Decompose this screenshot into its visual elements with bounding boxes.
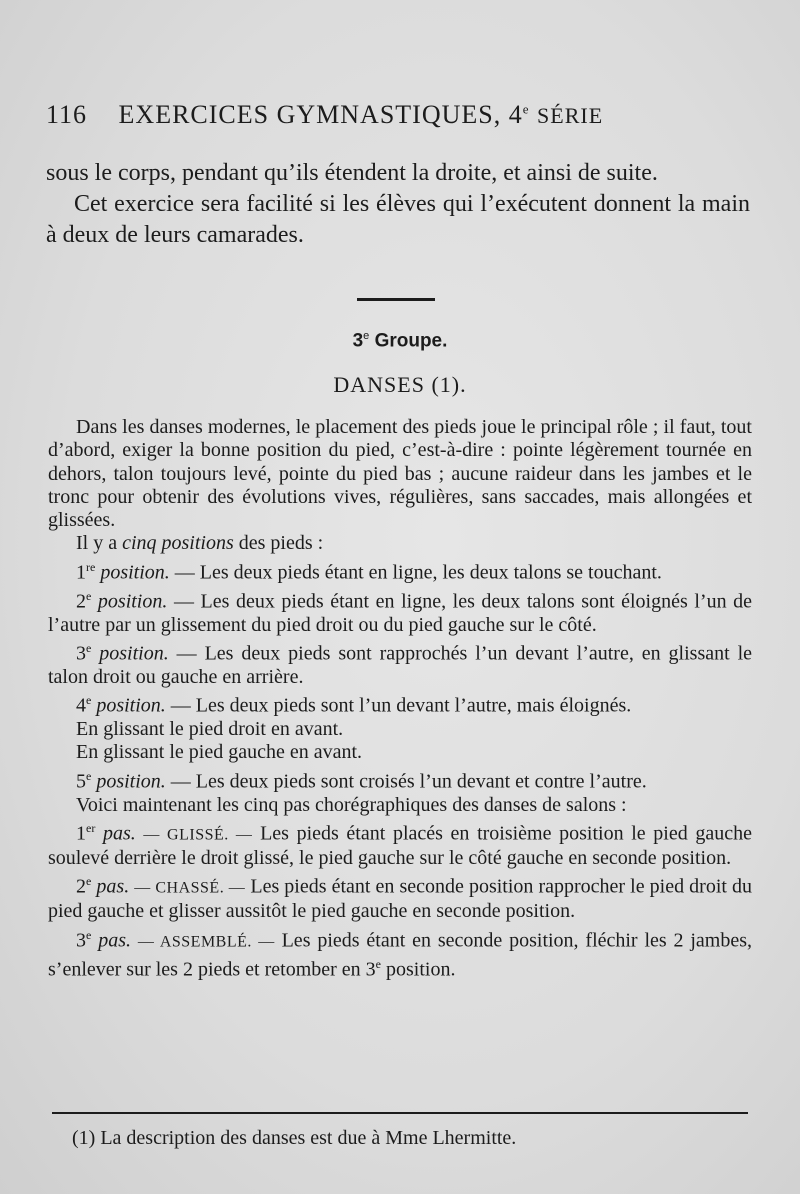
footnote-reference: (1). — [431, 372, 467, 397]
group-number: 3 — [352, 330, 364, 352]
step-2 — [48, 870, 752, 923]
item-number: 2 — [76, 875, 86, 898]
item-label: position. — [99, 642, 169, 665]
item-sup: e — [86, 693, 92, 708]
item-label: pas. — [102, 822, 136, 845]
section-title-text: DANSES — [333, 372, 425, 397]
item-text: — Les deux pieds étant en ligne, les deux talons sont éloignés l’un de l’autre par un glissement du pied droit ou du pied gauche sur le côté. — [48, 590, 753, 636]
item-label: pas. — [96, 875, 130, 898]
text-span: Il y a — [76, 532, 118, 555]
item-label: position. — [97, 590, 168, 613]
item-text: — Les deux pieds sont rapprochés l’un devant l’autre, en glissant le talon droit ou gauche en arrière. — [48, 642, 753, 688]
position-5 — [48, 765, 752, 794]
step-name: — ASSEMBLÉ. — — [137, 933, 275, 951]
item-number: 5 — [76, 770, 86, 793]
item-number: 1 — [76, 822, 86, 845]
group-sup: e — [363, 330, 370, 342]
item-sup: e — [86, 640, 92, 655]
emphasis-text: cinq positions — [122, 532, 234, 555]
section-divider — [357, 298, 435, 301]
item-sup: re — [86, 559, 96, 574]
step-name: — CHASSÉ. — — [134, 879, 246, 897]
intro-paragraph-2: Cet exercice sera facilité si les élèves qui l’exécutent donnent la main à deux de leurs camarades. — [46, 191, 750, 248]
group-heading — [0, 330, 800, 352]
step-1 — [48, 817, 752, 870]
item-label: position. — [100, 561, 170, 584]
step-3 — [48, 924, 752, 983]
step-name: — GLISSÉ. — — [143, 826, 253, 844]
item-label: position. — [96, 694, 166, 717]
item-number: 2 — [76, 590, 86, 613]
item-number: 3 — [76, 929, 86, 952]
steps-intro: Voici maintenant les cinq pas chorégraphiques des danses de salons : — [76, 793, 627, 816]
item-text: Les pieds étant placés en troisième position le pied gauche soulevé derrière le droit glissé, le pied gauche sur le côté gauche en seconde position. — [48, 822, 753, 869]
intro-paragraph-1: sous le corps, pendant qu’ils étendent la droite, et ainsi de suite. — [46, 160, 658, 186]
section-heading — [0, 372, 800, 398]
item-number: 4 — [76, 694, 86, 717]
item-number: 3 — [76, 642, 86, 665]
item-number: 1 — [76, 561, 86, 584]
item-label: pas. — [98, 929, 131, 952]
item-sup: e — [86, 588, 92, 603]
position-3 — [48, 637, 752, 689]
intro-text — [46, 158, 750, 251]
footnote-rule — [52, 1112, 748, 1114]
item-sup: e — [86, 874, 92, 889]
main-text — [48, 416, 752, 982]
position-4-right: En glissant le pied droit en avant. — [76, 718, 344, 741]
running-header — [46, 100, 706, 130]
text-span: des pieds : — [238, 532, 324, 555]
footnote: (1) La description des danses est due à Mme Lhermitte. — [72, 1127, 517, 1149]
page-number: 116 — [46, 100, 88, 129]
item-text: Les pieds étant en seconde position rapprocher le pied droit du pied gauche et glisser aussitôt le pied gauche en seconde position. — [48, 875, 753, 923]
item-text: — Les deux pieds étant en ligne, les deux talons se touchant. — [174, 561, 662, 584]
item-text: position. — [386, 959, 456, 982]
series-number: 4 — [508, 100, 523, 129]
position-4 — [48, 689, 752, 718]
item-text: — Les deux pieds sont croisés l’un devant et contre l’autre. — [170, 770, 647, 793]
item-sup: er — [86, 821, 96, 836]
position-2 — [48, 585, 752, 637]
series-sup: e — [522, 101, 530, 117]
group-label: Groupe. — [374, 330, 448, 352]
item-label: position. — [96, 770, 166, 793]
position-1 — [48, 556, 752, 585]
item-sup: e — [86, 927, 92, 942]
item-sup: e — [375, 957, 381, 972]
series-word: SÉRIE — [537, 103, 604, 128]
paragraph-positions-intro — [48, 532, 752, 555]
position-4-left: En glissant le pied gauche en avant. — [76, 741, 363, 764]
item-sup: e — [86, 768, 92, 783]
item-text: Les pieds étant en seconde position, fléchir les 2 jambes, s’enlever sur les 2 pieds et retomber en 3 — [48, 929, 753, 982]
paragraph-placement: Dans les danses modernes, le placement des pieds joue le principal rôle ; il faut, tout d’abord, exiger la bonne position du pied, c’est-à-dire : pointe légèrement tournée en dehors, talon toujours levé, pointe du pied bas ; aucune raideur dans les jambes et le tronc pour obtenir des évolutions vives, régulières, sans saccades, mais allongées et glissées. — [48, 416, 752, 532]
item-text: — Les deux pieds sont l’un devant l’autre, mais éloignés. — [170, 694, 632, 717]
header-title: EXERCICES GYMNASTIQUES, — [118, 100, 502, 129]
